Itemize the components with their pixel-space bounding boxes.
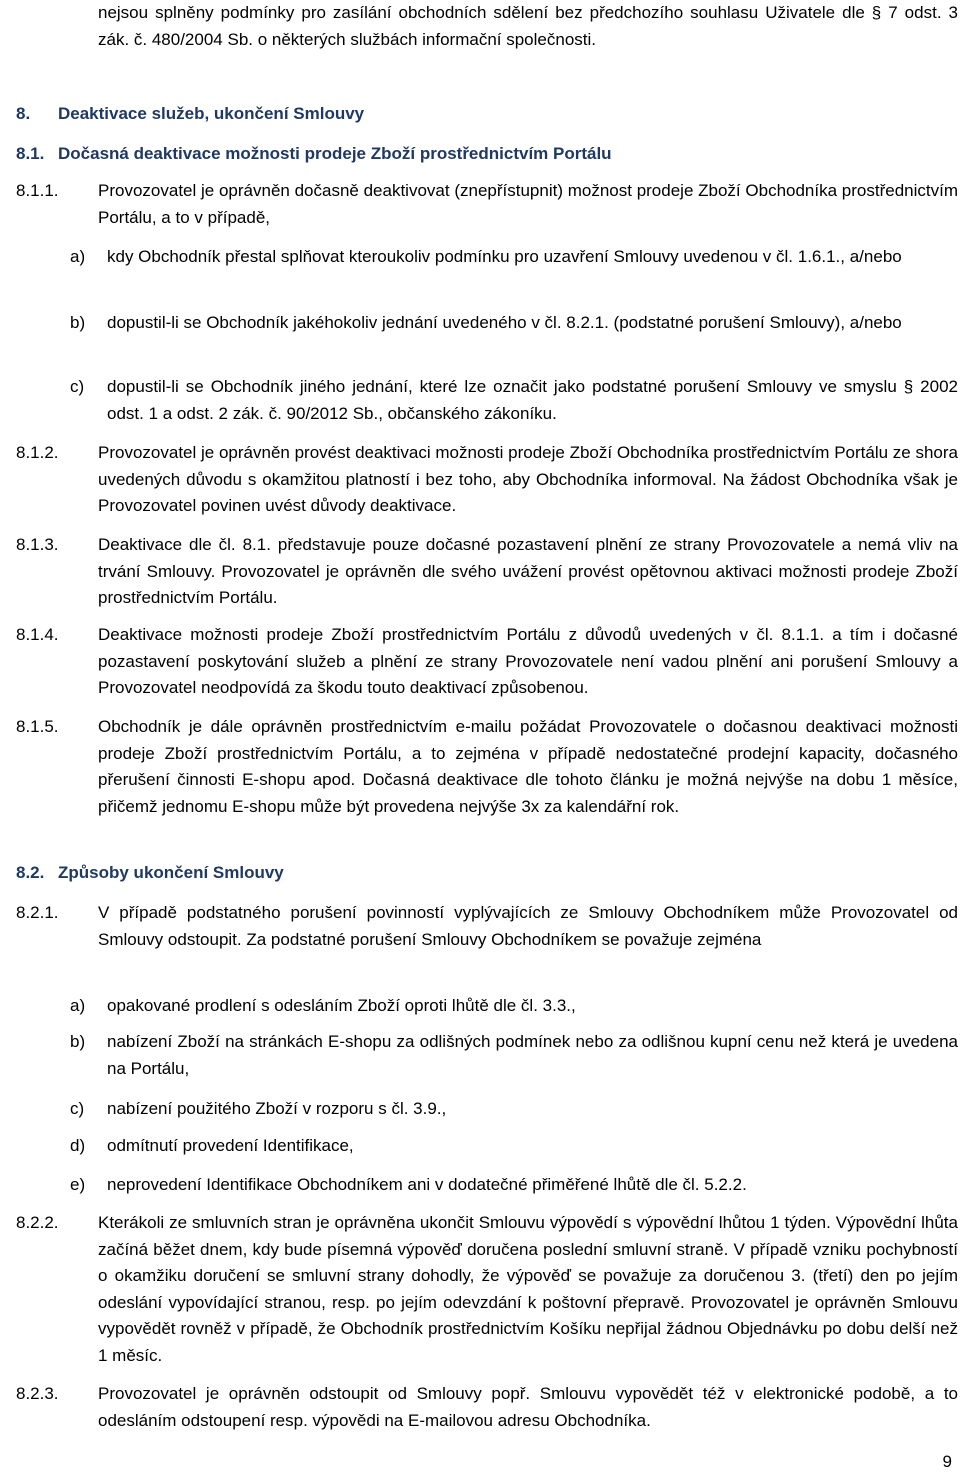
clause-8-1-1-item-b-label: b) bbox=[70, 313, 86, 332]
clause-8-1-2-text: Provozovatel je oprávněn provést deaktivaci možnosti prodeje Zboží Obchodníka prostřednictvím Portálu ze shora uvedených důvodu s okamžitou platností i bez toho, aby Obchodníka informoval. Na žádost Obchodníka však je Provozovatel povinen uvést důvody deaktivace. bbox=[98, 443, 958, 515]
clause-8-1-1-text: Provozovatel je oprávněn dočasně deaktivovat (znepřístupnit) možnost prodeje Zboží Obchodníka prostřednictvím Portálu, a to v případě, bbox=[98, 181, 958, 227]
clause-8-1-5-number: 8.1.5. bbox=[16, 717, 59, 736]
clause-8-2-1-item-a-label: a) bbox=[70, 996, 86, 1015]
intro-paragraph: nejsou splněny podmínky pro zasílání obchodních sdělení bez předchozího souhlasu Uživatele dle § 7 odst. 3 zák. č. 480/2004 Sb. o některých službách informační společnosti. bbox=[98, 3, 958, 49]
clause-8-2-1-text: V případě podstatného porušení povinností vyplývajících ze Smlouvy Obchodníkem může Provozovatel od Smlouvy odstoupit. Za podstatné porušení Smlouvy Obchodníkem se považuje zejména bbox=[98, 903, 958, 949]
clause-8-1-3-number: 8.1.3. bbox=[16, 535, 59, 554]
section-8-1-title: Dočasná deaktivace možnosti prodeje Zboží prostřednictvím Portálu bbox=[58, 144, 612, 163]
page-number: 9 bbox=[942, 1452, 952, 1471]
clause-8-2-2-text: Kterákoli ze smluvních stran je oprávněna ukončit Smlouvu výpovědí s výpovědní lhůtou 1 týden. Výpovědní lhůta začíná běžet dnem, kdy bude písemná výpověď doručena poslední smluvní straně. V případě vzniku pochybností o okamžiku doručení se smluvní strany dohodly, že výpověď se považuje za doručenou 3. (třetí) den po jejím odeslání vypovídající stranou, resp. po jejím odevzdání k poštovní přepravě. Provozovatel je oprávněn Smlouvu vypovědět rovněž v případě, že Obchodník prostřednictvím Košíku nepřijal žádnou Objednávku po dobu delší než 1 měsíc. bbox=[98, 1213, 958, 1365]
clause-8-2-1-item-d-label: d) bbox=[70, 1136, 86, 1155]
clause-8-1-2-number: 8.1.2. bbox=[16, 443, 59, 462]
clause-8-2-3-text: Provozovatel je oprávněn odstoupit od Smlouvy popř. Smlouvu vypovědět též v elektronické podobě, a to odesláním odstoupení resp. výpovědi na E-mailovou adresu Obchodníka. bbox=[98, 1384, 958, 1430]
section-8-number: 8. bbox=[16, 104, 31, 123]
clause-8-1-1-item-a-label: a) bbox=[70, 247, 86, 266]
clause-8-1-4-text: Deaktivace možnosti prodeje Zboží prostřednictvím Portálu z důvodů uvedených v čl. 8.1.1. a tím i dočasné pozastavení poskytování služeb a plnění ze strany Provozovatele není vadou plnění ani porušení Smlouvy a Provozovatel neodpovídá za škodu touto deaktivací způsobenou. bbox=[98, 625, 958, 697]
section-8-1-number: 8.1. bbox=[16, 144, 45, 163]
clause-8-1-3-text: Deaktivace dle čl. 8.1. představuje pouze dočasné pozastavení plnění ze strany Provozovatele a nemá vliv na trvání Smlouvy. Provozovatel je oprávněn dle svého uvážení provést opětovnou aktivaci možnosti prodeje Zboží prostřednictvím Portálu. bbox=[98, 535, 958, 607]
clause-8-2-2-number: 8.2.2. bbox=[16, 1213, 59, 1232]
clause-8-1-1-item-c: dopustil-li se Obchodník jiného jednání, které lze označit jako podstatné porušení Smlouvy ve smyslu § 2002 odst. 1 a odst. 2 zák. č. 90/2012 Sb., občanského zákoníku. bbox=[107, 377, 958, 423]
clause-8-2-1-item-c: nabízení použitého Zboží v rozporu s čl. 3.9., bbox=[107, 1099, 447, 1118]
clause-8-2-1-item-e-label: e) bbox=[70, 1175, 86, 1194]
clause-8-2-1-item-c-label: c) bbox=[70, 1099, 85, 1118]
clause-8-1-1-item-c-label: c) bbox=[70, 377, 85, 396]
clause-8-1-1-number: 8.1.1. bbox=[16, 181, 59, 200]
section-8-2-title: Způsoby ukončení Smlouvy bbox=[58, 863, 284, 882]
clause-8-2-1-item-e: neprovedení Identifikace Obchodníkem ani v dodatečné přiměřené lhůtě dle čl. 5.2.2. bbox=[107, 1175, 747, 1194]
clause-8-2-3-number: 8.2.3. bbox=[16, 1384, 59, 1403]
section-8-2-number: 8.2. bbox=[16, 863, 45, 882]
section-8-title: Deaktivace služeb, ukončení Smlouvy bbox=[58, 104, 365, 123]
clause-8-2-1-number: 8.2.1. bbox=[16, 903, 59, 922]
clause-8-2-1-item-d: odmítnutí provedení Identifikace, bbox=[107, 1136, 354, 1155]
clause-8-2-1-item-a: opakované prodlení s odesláním Zboží oproti lhůtě dle čl. 3.3., bbox=[107, 996, 576, 1015]
clause-8-1-4-number: 8.1.4. bbox=[16, 625, 59, 644]
clause-8-1-5-text: Obchodník je dále oprávněn prostřednictvím e-mailu požádat Provozovatele o dočasnou deaktivaci možnosti prodeje Zboží prostřednictvím Portálu, a to zejména v případě nedostatečné prodejní kapacity, dočasného přerušení činnosti E-shopu apod. Dočasná deaktivace dle tohoto článku je možná nejvýše na dobu 1 měsíce, přičemž jednomu E-shopu může být provedena nejvýše 3x za kalendářní rok. bbox=[98, 717, 958, 816]
clause-8-1-1-item-a: kdy Obchodník přestal splňovat kteroukoliv podmínku pro uzavření Smlouvy uvedenou v čl. 1.6.1., a/nebo bbox=[107, 247, 902, 266]
clause-8-1-1-item-b: dopustil-li se Obchodník jakéhokoliv jednání uvedeného v čl. 8.2.1. (podstatné porušení Smlouvy), a/nebo bbox=[107, 313, 902, 332]
clause-8-2-1-item-b-label: b) bbox=[70, 1032, 86, 1051]
clause-8-2-1-item-b: nabízení Zboží na stránkách E-shopu za odlišných podmínek nebo za odlišnou kupní cenu než která je uvedena na Portálu, bbox=[107, 1032, 958, 1078]
